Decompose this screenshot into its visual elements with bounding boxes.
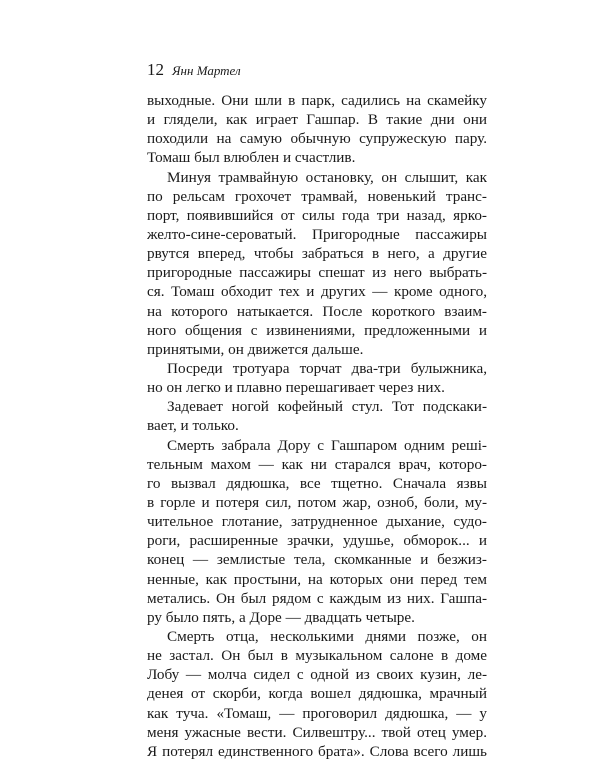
- text-line: но он легко и плавно перешагивает через них.: [147, 379, 445, 397]
- text-line: метались. Он был рядом с каждым из них. Гашпа-: [147, 589, 487, 607]
- text-line: желто-сине-сероватый. Пригородные пассажиры: [147, 225, 487, 243]
- text-line: выходные. Они шли в парк, садились на скамейку: [147, 92, 487, 109]
- text-line: Смерть забрала Дору с Гашпаром одним решi-: [167, 436, 487, 454]
- text-line: Посреди тротуара торчат два-три булыжника,: [167, 359, 487, 377]
- text-line: чительное глотание, затрудненное дыхание, судо-: [147, 513, 487, 531]
- page-header: [147, 60, 241, 80]
- text-line: на которого натыкается. После короткого взаим-: [147, 302, 487, 320]
- text-line: по рельсам грохочет трамвай, новенький транс-: [147, 187, 487, 205]
- text-line: пригородные пассажиры спешат из него выбрать-: [147, 264, 487, 282]
- text-line: рвутся вперед, чтобы забраться в него, а другие: [147, 245, 487, 263]
- text-line: в горле и потеря сил, потом жар, озноб, боли, му-: [147, 493, 487, 511]
- text-line: Минуя трамвайную остановку, он слышит, как: [167, 168, 487, 186]
- text-line: Я потерял единственного брата». Слова всего лишь: [147, 742, 487, 760]
- text-line: го вызвал дядюшка, все тщетно. Сначала язвы: [147, 474, 487, 492]
- text-line: Смерть отца, несколькими днями позже, он: [167, 627, 487, 645]
- text-line: Лобу — молча сидел с одной из своих кузин, ле-: [147, 666, 487, 684]
- text-line: принятыми, он движется дальше.: [147, 340, 364, 358]
- text-line: ного общения с извинениями, предложенными и: [147, 321, 487, 339]
- text-line: вает, и только.: [147, 417, 239, 435]
- text-line: порт, появившийся от силы года три назад, ярко-: [147, 206, 487, 224]
- text-line: роги, расширенные зрачки, удушье, обморок... и: [147, 532, 487, 550]
- text-line: Томаш был влюблен и счастлив.: [147, 149, 356, 167]
- text-line: меня ужасные вести. Силвештру... твой отец умер.: [147, 723, 487, 741]
- text-line: ся. Томаш обходит тех и других — кроме одного,: [147, 283, 487, 301]
- text-line: тельным махом — как ни старался врач, которо-: [147, 455, 487, 473]
- text-line: не застал. Он был в музыкальном салоне в доме: [147, 647, 487, 665]
- text-line: денея от скорби, когда вошел дядюшка, мрачный: [147, 685, 487, 703]
- body-text: [147, 91, 487, 761]
- text-line: Задевает ногой кофейный стул. Тот подскаки-: [167, 398, 487, 416]
- page-number: 12: [147, 60, 164, 79]
- text-line: походили на самую обычную супружескую пару.: [147, 130, 487, 148]
- text-line: и глядели, как играет Гашпар. В такие дни они: [147, 111, 487, 129]
- text-line: как туча. «Томаш, — проговорил дядюшка, — у: [147, 704, 487, 722]
- text-line: конец — землистые тела, скомканные и безжиз-: [147, 551, 487, 569]
- running-title: Янн Мартел: [172, 63, 241, 78]
- text-line: ненные, как простыни, на которых они перед тем: [147, 570, 487, 588]
- text-line: ру было пять, а Доре — двадцать четыре.: [147, 608, 415, 626]
